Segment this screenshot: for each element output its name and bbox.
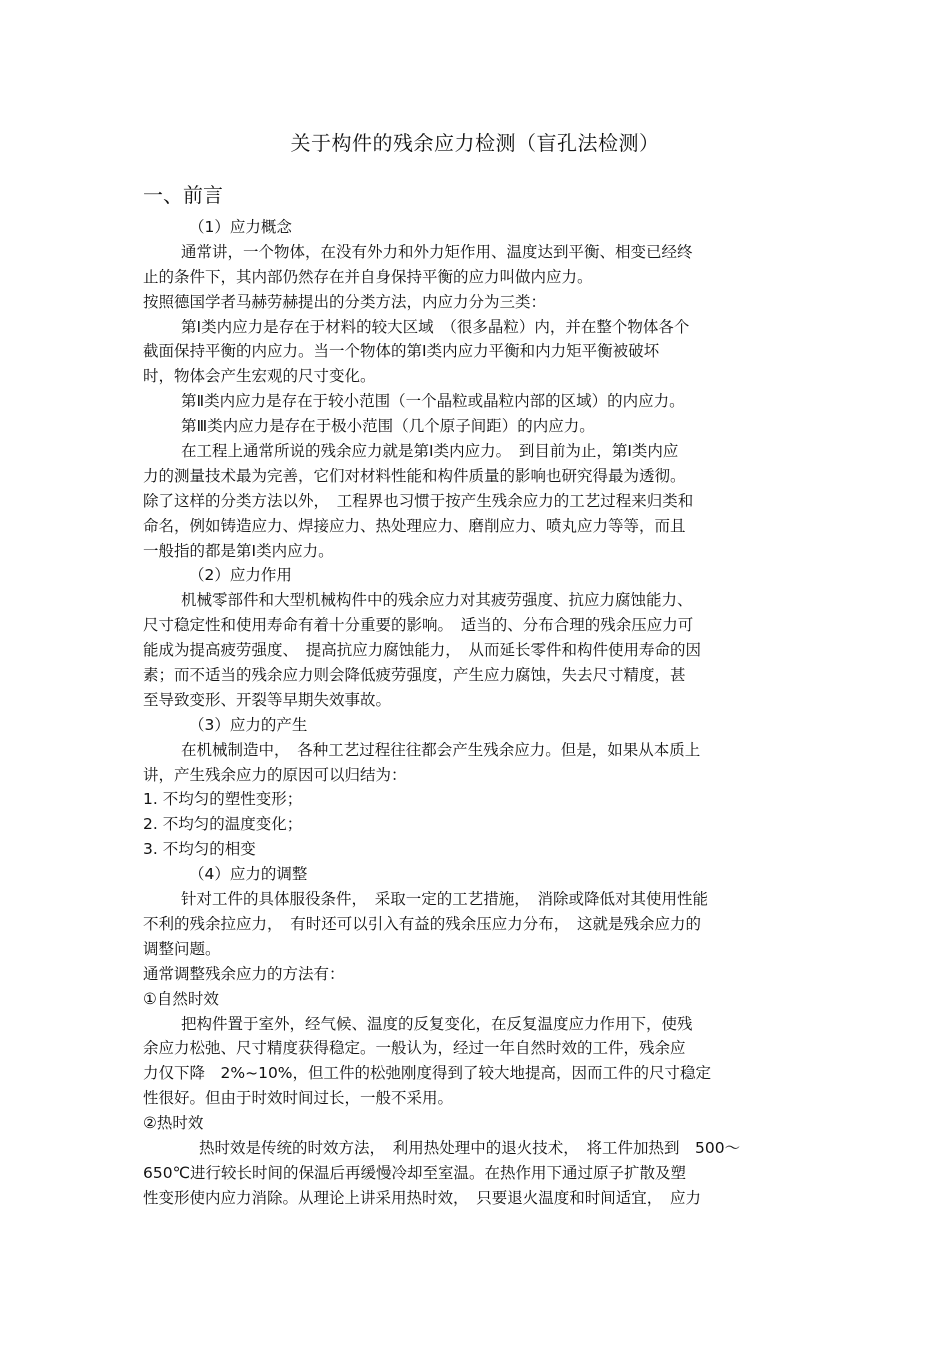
list-item: 3. 不均匀的相变	[143, 840, 256, 859]
subheading-stress-adjustment: （4）应力的调整	[189, 865, 308, 884]
body-text	[143, 215, 813, 1211]
text-line: 第Ⅱ类内应力是存在于较小范围（一个晶粒或晶粒内部的区域）的内应力。	[181, 392, 685, 411]
text-line: 至导致变形、开裂等早期失效事故。	[143, 690, 392, 709]
subheading-stress-origin: （3）应力的产生	[189, 715, 308, 734]
text-line: 素；而不适当的残余应力则会降低疲劳强度，产生应力腐蚀，失去尺寸精度，甚	[143, 666, 686, 685]
text-line: 性变形使内应力消除。从理论上讲采用热时效， 只要退火温度和时间适宜， 应力	[143, 1188, 702, 1207]
text-line: 650℃进行较长时间的保温后再缓慢冷却至室温。在热作用下通过原子扩散及塑	[143, 1163, 686, 1182]
subheading-stress-concept: （1）应力概念	[189, 218, 292, 236]
text-line: 机械零部件和大型机械构件中的残余应力对其疲劳强度、抗应力腐蚀能力、	[181, 591, 693, 610]
text-line: 不利的残余拉应力， 有时还可以引入有益的残余压应力分布， 这就是残余应力的	[143, 914, 702, 933]
text-line: 余应力松弛、尺寸精度获得稳定。一般认为，经过一年自然时效的工件，残余应	[143, 1039, 686, 1058]
text-line: 尺寸稳定性和使用寿命有着十分重要的影响。 适当的、分布合理的残余压应力可	[143, 616, 694, 635]
section-heading: 一、前言	[143, 183, 223, 207]
list-item: 1. 不均匀的塑性变形；	[143, 790, 303, 809]
text-line: 通常调整残余应力的方法有：	[143, 964, 345, 983]
text-line: 一般指的都是第Ⅰ类内应力。	[143, 541, 334, 560]
text-line: 第Ⅰ类内应力是存在于材料的较大区域 （很多晶粒）内，并在整个物体各个	[181, 317, 690, 336]
method-heading-natural-aging: ①自然时效	[143, 989, 219, 1008]
document-title: 关于构件的残余应力检测（盲孔法检测）	[290, 131, 660, 155]
text-line: 在工程上通常所说的残余应力就是第Ⅰ类内应力。 到目前为止，第Ⅰ类内应	[181, 442, 679, 461]
subheading-stress-effect: （2）应力作用	[189, 566, 292, 585]
text-line: 第Ⅲ类内应力是存在于极小范围（几个原子间距）的内应力。	[181, 417, 595, 436]
text-line: 在机械制造中， 各种工艺过程往往都会产生残余应力。但是，如果从本质上	[181, 740, 701, 759]
list-item: 2. 不均匀的温度变化；	[143, 815, 303, 834]
text-line: 性很好。但由于时效时间过长，一般不采用。	[143, 1089, 454, 1108]
text-line: 止的条件下，其内部仍然存在并自身保持平衡的应力叫做内应力。	[143, 267, 593, 286]
text-line: 按照德国学者马赫劳赫提出的分类方法，内应力分为三类：	[143, 292, 547, 311]
text-line: 时，物体会产生宏观的尺寸变化。	[143, 367, 376, 386]
text-line: 力仅下降 2%~10%，但工件的松弛刚度得到了较大地提高，因而工件的尺寸稳定	[143, 1064, 712, 1083]
text-line: 热时效是传统的时效方法， 利用热处理中的退火技术， 将工件加热到 500～	[199, 1138, 741, 1157]
text-line: 针对工件的具体服役条件， 采取一定的工艺措施， 消除或降低对其使用性能	[181, 890, 709, 909]
method-heading-thermal-aging: ②热时效	[143, 1114, 204, 1133]
text-line: 命名，例如铸造应力、焊接应力、热处理应力、磨削应力、喷丸应力等等，而且	[143, 516, 686, 535]
text-line: 能成为提高疲劳强度、 提高抗应力腐蚀能力， 从而延长零件和构件使用寿命的因	[143, 641, 702, 660]
text-line: 截面保持平衡的内应力。当一个物体的第Ⅰ类内应力平衡和内力矩平衡被破坏	[143, 342, 660, 361]
text-line: 调整问题。	[143, 939, 221, 958]
text-line: 除了这样的分类方法以外， 工程界也习惯于按产生残余应力的工艺过程来归类和	[143, 491, 694, 510]
text-line: 把构件置于室外，经气候、温度的反复变化，在反复温度应力作用下，使残	[181, 1014, 693, 1033]
text-line: 力的测量技术最为完善，它们对材料性能和构件质量的影响也研究得最为透彻。	[143, 466, 686, 485]
text-line: 通常讲，一个物体，在没有外力和外力矩作用、温度达到平衡、相变已经终	[181, 242, 693, 261]
text-line: 讲，产生残余应力的原因可以归结为：	[143, 765, 407, 784]
